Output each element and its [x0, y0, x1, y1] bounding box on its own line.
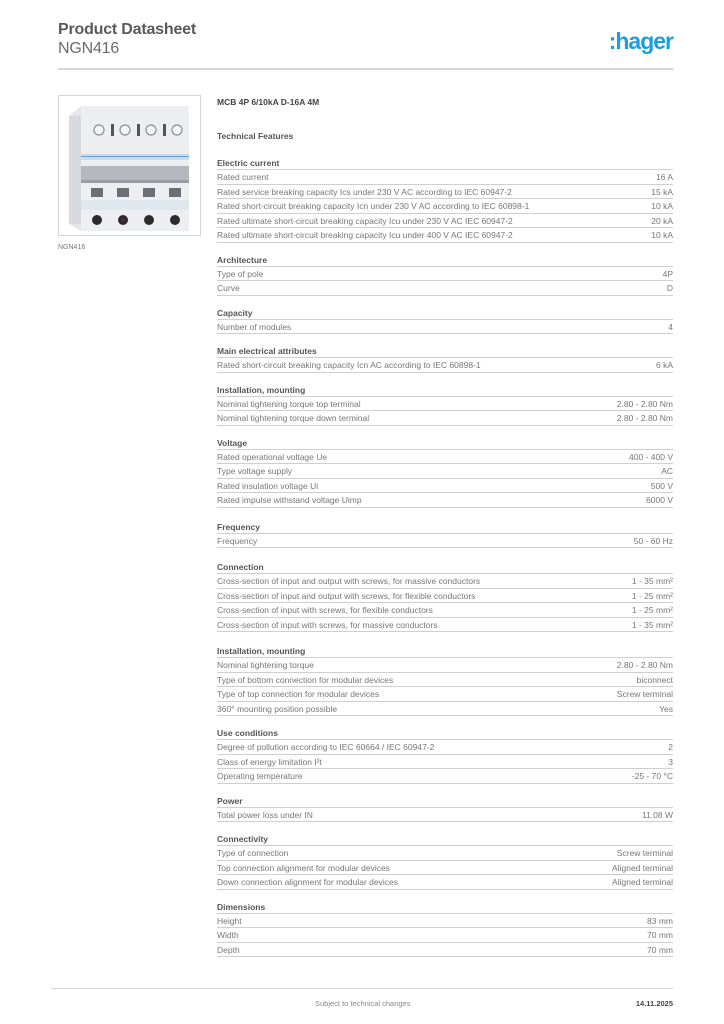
- spec-label: Frequency: [217, 535, 258, 546]
- product-name: MCB 4P 6/10kA D-16A 4M: [217, 97, 320, 107]
- spec-value: 10 kA: [651, 230, 673, 240]
- spec-value: Screw terminal: [616, 848, 673, 858]
- page-title: Product Datasheet: [58, 21, 196, 38]
- datasheet-content: [217, 96, 673, 957]
- spec-section: [217, 253, 673, 296]
- section-title: Connection: [217, 560, 673, 574]
- spec-value: 2.80 - 2.80 Nm: [616, 660, 673, 670]
- spec-value: 70 mm: [647, 930, 673, 940]
- spec-row: [217, 702, 673, 717]
- spec-section: [217, 383, 673, 426]
- spec-label: Depth: [217, 944, 240, 955]
- spec-label: Nominal tightening torque: [217, 660, 314, 670]
- spec-row: [217, 397, 673, 412]
- spec-section: [217, 726, 673, 784]
- spec-row: [217, 493, 673, 508]
- spec-row: [217, 673, 673, 688]
- spec-label: Type of pole: [217, 268, 264, 279]
- footer-date: 14.11.2025: [635, 999, 673, 1008]
- spec-label: Type of bottom connection for modular devices: [217, 674, 394, 685]
- section-title: Frequency: [217, 520, 673, 534]
- section-title: Power: [217, 794, 673, 808]
- spec-row: [217, 267, 673, 282]
- spec-section: [217, 560, 673, 632]
- spec-row: [217, 358, 673, 373]
- section-title: Capacity: [217, 306, 673, 320]
- hager-logo: :hager: [608, 28, 673, 54]
- spec-row: [217, 320, 673, 335]
- spec-label: Down connection alignment for modular devices: [217, 877, 398, 887]
- spec-row: [217, 464, 673, 479]
- spec-row: [217, 928, 673, 943]
- section-title: Electric current: [217, 156, 673, 170]
- section-title: Main electrical attributes: [217, 344, 673, 358]
- spec-section: [217, 794, 673, 823]
- spec-value: 16 A: [655, 172, 673, 182]
- spec-label: Rated operational voltage Ue: [217, 451, 328, 462]
- footer-note: Subject to technical changes: [315, 999, 411, 1008]
- spec-row: [217, 943, 673, 958]
- spec-label: Rated service breaking capacity Ics under 230 V AC according to IEC 60947-2: [217, 186, 512, 197]
- product-code: NGN416: [58, 40, 120, 57]
- spec-section: [217, 900, 673, 958]
- spec-row: [217, 574, 673, 589]
- spec-label: Cross-section of input with screws, for massive conductors: [217, 619, 438, 630]
- spec-label: Rated short-circuit breaking capacity Icn under 230 V AC according to IEC 60898-1: [217, 201, 530, 211]
- spec-label: Type of top connection for modular devices: [217, 689, 380, 699]
- spec-label: Type of connection: [217, 848, 289, 858]
- spec-label: Width: [217, 930, 239, 940]
- spec-section: [217, 520, 673, 549]
- spec-value: Screw terminal: [616, 689, 673, 699]
- spec-section: [217, 436, 673, 508]
- spec-label: 360° mounting position possible: [217, 703, 338, 714]
- spec-section: [217, 344, 673, 373]
- spec-value: 15 kA: [651, 186, 673, 197]
- spec-label: Cross-section of input and output with screws, for massive conductors: [217, 576, 481, 586]
- spec-label: Top connection alignment for modular devices: [217, 862, 390, 873]
- spec-label: Nominal tightening torque down terminal: [217, 413, 370, 423]
- spec-label: Operating temperature: [217, 771, 303, 781]
- spec-label: Number of modules: [217, 321, 292, 332]
- spec-row: [217, 769, 673, 784]
- section-title: Architecture: [217, 253, 673, 267]
- section-title: Installation, mounting: [217, 644, 673, 658]
- spec-section: [217, 306, 673, 335]
- spec-row: [217, 228, 673, 243]
- spec-value: D: [666, 283, 673, 293]
- spec-value: 500 V: [650, 480, 673, 491]
- spec-row: [217, 687, 673, 702]
- spec-value: Aligned terminal: [612, 877, 673, 887]
- spec-label: Rated ultimate short-circuit breaking capacity Icu under 400 V AC IEC 60947-2: [217, 230, 513, 240]
- spec-row: [217, 589, 673, 604]
- footer-divider: [51, 988, 673, 989]
- spec-value: 4: [668, 321, 673, 332]
- spec-value: AC: [661, 466, 673, 476]
- spec-row: [217, 618, 673, 633]
- spec-label: Type voltage supply: [217, 466, 293, 476]
- spec-label: Cross-section of input with screws, for flexible conductors: [217, 605, 433, 615]
- spec-label: Rated short-circuit breaking capacity Icn AC according to IEC 60898-1: [217, 360, 481, 370]
- spec-value: 50 - 60 Hz: [633, 535, 673, 546]
- technical-features-heading: Technical Features: [217, 131, 294, 141]
- spec-section: [217, 644, 673, 716]
- section-title: Voltage: [217, 436, 673, 450]
- spec-label: Total power loss under IN: [217, 809, 313, 820]
- spec-label: Curve: [217, 283, 240, 293]
- spec-row: [217, 170, 673, 185]
- spec-value: 6 kA: [655, 360, 673, 370]
- spec-label: Degree of pollution according to IEC 60664 / IEC 60947-2: [217, 742, 435, 752]
- circuit-breaker-illustration: [59, 96, 201, 236]
- spec-value: 1 - 25 mm²: [631, 605, 673, 615]
- spec-value: 6000 V: [646, 495, 673, 505]
- spec-row: [217, 740, 673, 755]
- product-image: [58, 95, 201, 236]
- spec-value: 11.08 W: [641, 809, 673, 820]
- spec-label: Rated ultimate short-circuit breaking capacity Icu under 230 V AC IEC 60947-2: [217, 215, 513, 226]
- spec-row: [217, 214, 673, 229]
- spec-value: -25 - 70 °C: [631, 771, 673, 781]
- spec-value: 70 mm: [647, 944, 673, 955]
- spec-label: Rated current: [217, 172, 269, 182]
- page-header: [58, 20, 673, 70]
- spec-value: biconnect: [636, 674, 673, 685]
- spec-row: [217, 808, 673, 823]
- spec-row: [217, 875, 673, 890]
- spec-sections: [217, 156, 673, 957]
- spec-row: [217, 534, 673, 549]
- spec-value: 2: [668, 742, 673, 752]
- spec-row: [217, 199, 673, 214]
- spec-value: 10 kA: [651, 201, 673, 211]
- spec-value: 2.80 - 2.80 Nm: [616, 398, 673, 409]
- spec-row: [217, 861, 673, 876]
- spec-value: 1 - 35 mm²: [631, 576, 673, 586]
- spec-value: 83 mm: [647, 915, 673, 926]
- spec-section: [217, 156, 673, 243]
- spec-row: [217, 281, 673, 296]
- section-title: Installation, mounting: [217, 383, 673, 397]
- spec-row: [217, 846, 673, 861]
- spec-value: 20 kA: [651, 215, 673, 226]
- spec-value: 4P: [662, 268, 673, 279]
- spec-label: Cross-section of input and output with screws, for flexible conductors: [217, 590, 476, 601]
- spec-row: [217, 755, 673, 770]
- spec-value: 2.80 - 2.80 Nm: [616, 413, 673, 423]
- section-title: Use conditions: [217, 726, 673, 740]
- spec-section: [217, 832, 673, 890]
- spec-value: Yes: [659, 703, 673, 714]
- spec-value: 1 - 25 mm²: [631, 590, 673, 601]
- spec-row: [217, 914, 673, 929]
- spec-value: 3: [668, 756, 673, 767]
- spec-value: Aligned terminal: [612, 862, 673, 873]
- section-title: Connectivity: [217, 832, 673, 846]
- spec-value: 400 - 400 V: [629, 451, 673, 462]
- spec-row: [217, 658, 673, 673]
- spec-value: 1 - 35 mm²: [631, 619, 673, 630]
- header-divider: [58, 68, 673, 70]
- spec-row: [217, 479, 673, 494]
- spec-row: [217, 603, 673, 618]
- spec-label: Height: [217, 915, 242, 926]
- spec-label: Rated insulation voltage Ui: [217, 480, 319, 491]
- product-image-caption: NGN416: [58, 244, 86, 251]
- spec-label: Nominal tightening torque top terminal: [217, 398, 361, 409]
- spec-row: [217, 185, 673, 200]
- spec-label: Rated impulse withstand voltage Uimp: [217, 495, 362, 505]
- section-title: Dimensions: [217, 900, 673, 914]
- spec-row: [217, 450, 673, 465]
- spec-label: Class of energy limitation I²t: [217, 756, 322, 767]
- spec-row: [217, 411, 673, 426]
